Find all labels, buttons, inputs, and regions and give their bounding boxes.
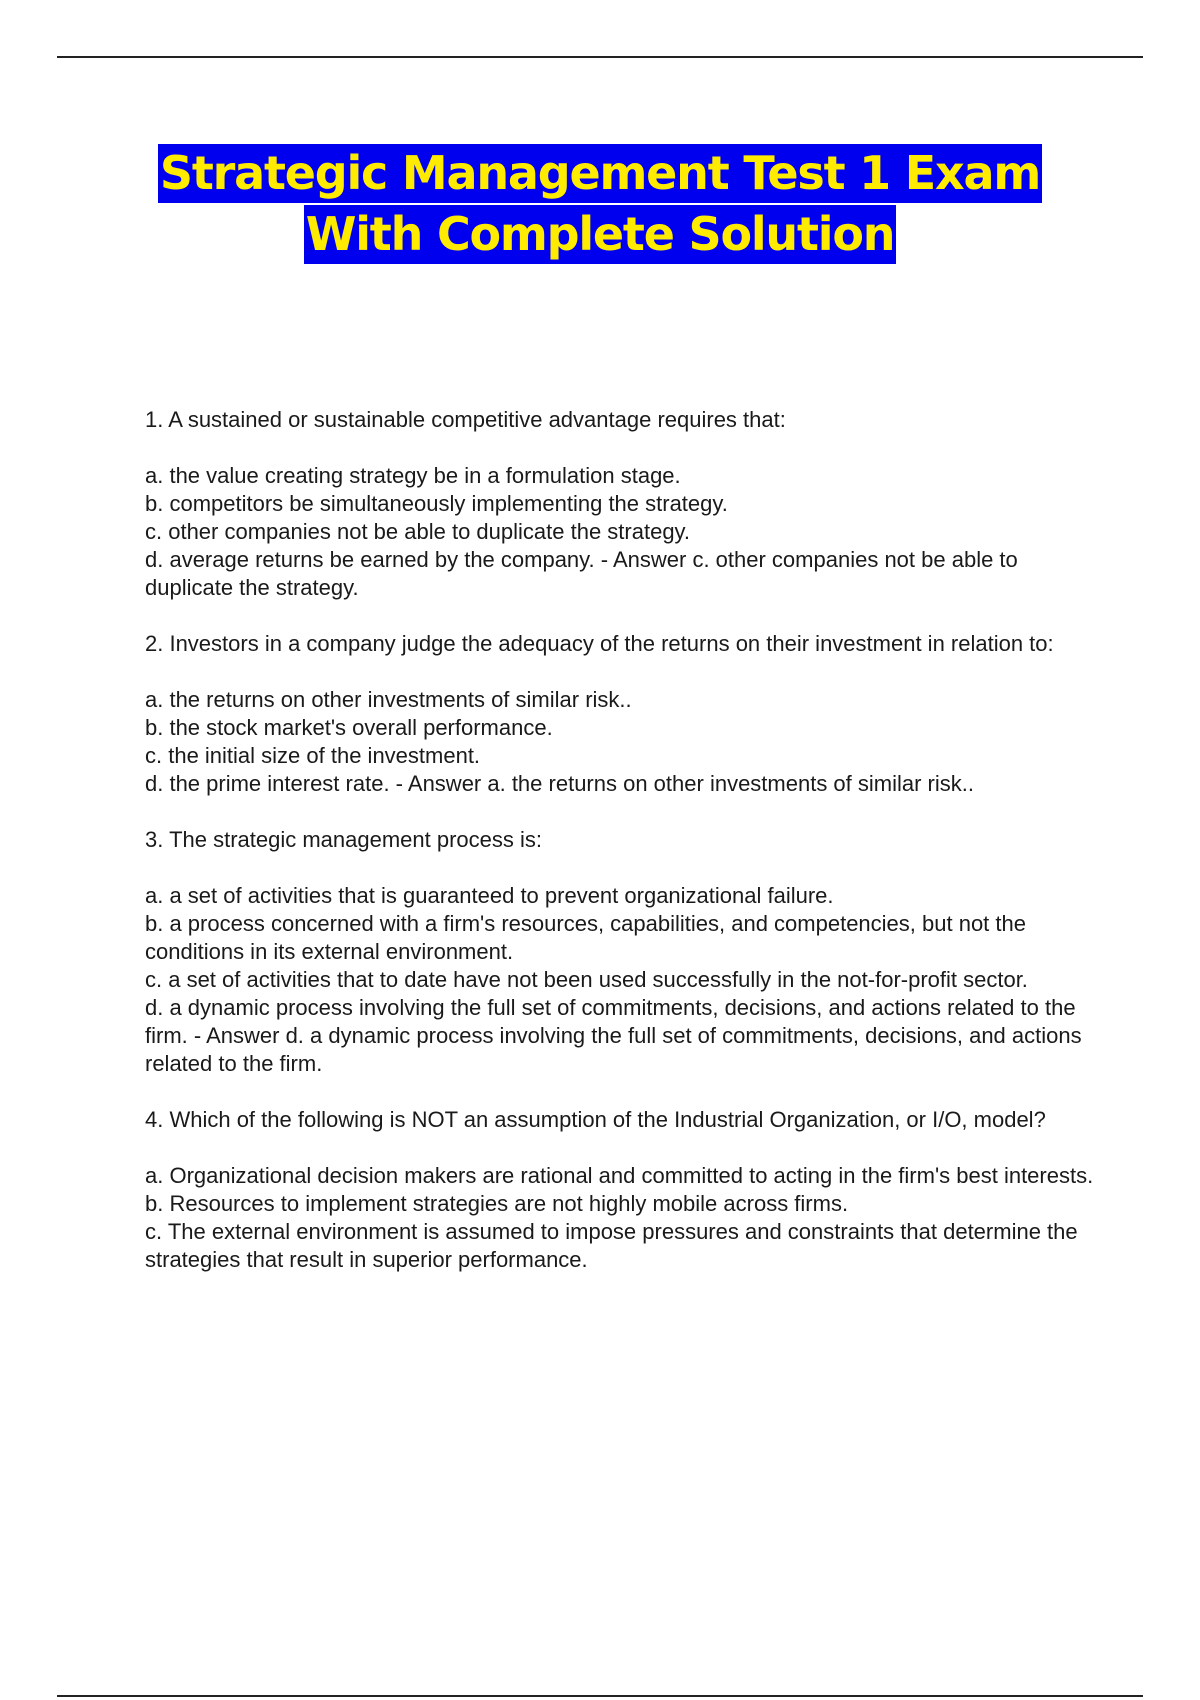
page-title [0,144,1200,266]
question-prompt: 4. Which of the following is NOT an assumption of the Industrial Organization, or I/O, model? [145,1107,1046,1132]
option-c: c. a set of activities that to date have not been used successfully in the not-for-profit sector. [145,967,1028,992]
option-d-with-answer: d. the prime interest rate. - Answer a. the returns on other investments of similar risk.. [145,771,974,796]
option-a: a. Organizational decision makers are rational and committed to acting in the firm's best interests. [145,1163,1094,1188]
option-b: b. a process concerned with a firm's resources, capabilities, and competencies, but not the conditions in its external environment. [145,911,1026,964]
option-a: a. a set of activities that is guaranteed to prevent organizational failure. [145,883,834,908]
question-4 [145,1106,1095,1274]
option-c: c. The external environment is assumed to impose pressures and constraints that determine the strategies that result in superior performance. [145,1219,1078,1272]
bottom-rule [57,1695,1143,1697]
question-prompt: 2. Investors in a company judge the adequacy of the returns on their investment in relation to: [145,631,1054,656]
question-prompt: 1. A sustained or sustainable competitive advantage requires that: [145,407,786,432]
option-b: b. the stock market's overall performance. [145,715,553,740]
option-b: b. Resources to implement strategies are not highly mobile across firms. [145,1191,849,1216]
option-d-with-answer: d. average returns be earned by the company. - Answer c. other companies not be able to duplicate the strategy. [145,547,1018,600]
option-c: c. other companies not be able to duplicate the strategy. [145,519,691,544]
question-2 [145,630,1095,798]
question-prompt: 3. The strategic management process is: [145,827,543,852]
question-list [145,406,1095,1302]
question-3 [145,826,1095,1078]
option-b: b. competitors be simultaneously implementing the strategy. [145,491,728,516]
option-a: a. the returns on other investments of similar risk.. [145,687,632,712]
top-rule [57,56,1143,58]
option-c: c. the initial size of the investment. [145,743,481,768]
option-a: a. the value creating strategy be in a formulation stage. [145,463,681,488]
title-line-1: Strategic Management Test 1 Exam [158,144,1042,203]
question-1 [145,406,1095,602]
option-d-with-answer: d. a dynamic process involving the full set of commitments, decisions, and actions related to the firm. - Answer d. a dynamic process involving the full set of commitments, decisions, and actions related to the firm. [145,995,1082,1076]
title-line-2: With Complete Solution [304,205,897,264]
